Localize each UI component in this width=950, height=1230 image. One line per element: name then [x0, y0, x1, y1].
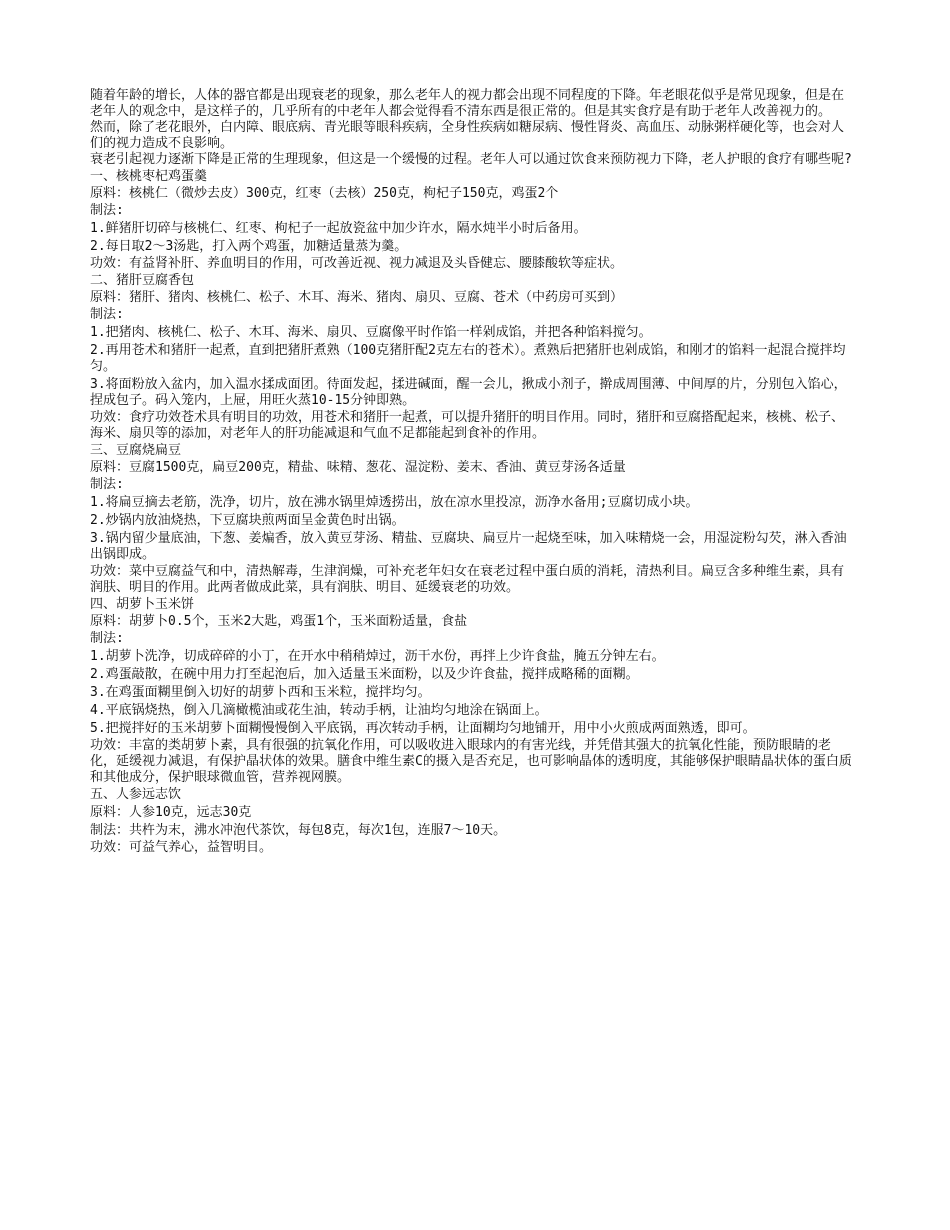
paragraph-21: 2.炒锅内放油烧热，下豆腐块煎两面呈金黄色时出锅。 [90, 513, 405, 528]
paragraph-5: 原料：核桃仁（微炒去皮）300克，红枣（去核）250克，枸杞子150克，鸡蛋2个 [90, 186, 559, 201]
paragraph-27: 1.胡萝卜洗净，切成碎碎的小丁，在开水中稍稍焯过，沥干水份，再拌上少许食盐，腌五分钟左右。 [90, 649, 665, 664]
paragraph-34: 原料：人参10克，远志30克 [90, 805, 252, 820]
paragraph-13: 1.把猪肉、核桃仁、松子、木耳、海米、扇贝、豆腐像平时作馅一样剁成馅，并把各种馅料搅匀。 [90, 325, 652, 340]
paragraph-15: 3.将面粉放入盆内，加入温水揉成面团。待面发起，揉进碱面，醒一会儿，揪成小剂子，擀成周围薄、中间厚的片，分别包入馅心，捏成包子。码入笼内，上屉，用旺火蒸10-15分钟即熟。 [90, 377, 847, 408]
paragraph-11: 原料：猪肝、猪肉、核桃仁、松子、木耳、海米、猪肉、扇贝、豆腐、苍术（中药房可买到） [90, 290, 624, 305]
paragraph-33: 五、人参远志饮 [90, 787, 182, 802]
paragraph-16: 功效：食疗功效苍术具有明目的功效，用苍术和猪肝一起煮，可以提升猪肝的明目作用。同时，猪肝和豆腐搭配起来，核桃、松子、海米、扇贝等的添加，对老年人的肝功能减退和气血不足都能起到食补的作用。 [90, 410, 845, 441]
paragraph-18: 原料：豆腐1500克，扁豆200克，精盐、味精、葱花、湿淀粉、姜末、香油、黄豆芽汤各适量 [90, 460, 626, 475]
paragraph-3: 衰老引起视力逐渐下降是正常的生理现象，但这是一个缓慢的过程。老年人可以通过饮食来预防视力下降，老人护眼的食疗有哪些呢? [90, 152, 852, 167]
paragraph-26: 制法: [90, 631, 124, 646]
paragraph-19: 制法: [90, 477, 124, 492]
paragraph-22: 3.锅内留少量底油，下葱、姜煸香，放入黄豆芽汤、精盐、豆腐块、扁豆片一起烧至味，加入味精烧一会，用湿淀粉勾芡，淋入香油出锅即成。 [90, 531, 847, 562]
paragraph-25: 原料：胡萝卜0.5个，玉米2大匙，鸡蛋1个，玉米面粉适量，食盐 [90, 614, 468, 629]
paragraph-31: 5.把搅拌好的玉米胡萝卜面糊慢慢倒入平底锅，再次转动手柄，让面糊均匀地铺开，用中小火煎成两面熟透，即可。 [90, 721, 756, 736]
paragraph-12: 制法: [90, 307, 124, 322]
paragraph-28: 2.鸡蛋敲散，在碗中用力打至起泡后，加入适量玉米面粉，以及少许食盐，搅拌成略稀的面糊。 [90, 667, 639, 682]
paragraph-24: 四、胡萝卜玉米饼 [90, 597, 195, 612]
paragraph-32: 功效：丰富的类胡萝卜素，具有很强的抗氧化作用，可以吸收进入眼球内的有害光线，并凭借其强大的抗氧化性能，预防眼睛的老化，延缓视力减退，有保护晶状体的效果。膳食中维生素C的摄入是否充足，也可影响晶体的透明度，其能够保护眼睛晶状体的蛋白质和其他成分，保护眼球微血管，营养视网膜。 [90, 738, 852, 785]
paragraph-20: 1.将扁豆摘去老筋，洗净，切片，放在沸水锅里焯透捞出，放在凉水里投凉，沥净水备用;豆腐切成小块。 [90, 495, 699, 510]
document-body [90, 88, 854, 856]
paragraph-10: 二、猪肝豆腐香包 [90, 273, 195, 288]
paragraph-23: 功效：菜中豆腐益气和中，清热解毒，生津润燥，可补充老年妇女在衰老过程中蛋白质的消耗，清热利目。扁豆含多种维生素，具有润肤、明目的作用。此两者做成此菜，具有润肤、明目、延缓衰老的功效。 [90, 564, 845, 595]
paragraph-4: 一、核桃枣杞鸡蛋羹 [90, 169, 208, 184]
paragraph-35: 制法：共杵为末，沸水冲泡代茶饮，每包8克，每次1包，连服7～10天。 [90, 823, 507, 838]
paragraph-1: 随着年龄的增长，人体的器官都是出现衰老的现象，那么老年人的视力都会出现不同程度的下降。年老眼花似乎是常见现象，但是在老年人的观念中，是这样子的，几乎所有的中老年人都会觉得看不清东西是很正常的。但是其实食疗是有助于老年人改善视力的。 [90, 88, 845, 119]
paragraph-8: 2.每日取2～3汤匙，打入两个鸡蛋，加糖适量蒸为羹。 [90, 239, 408, 254]
paragraph-7: 1.鲜猪肝切碎与核桃仁、红枣、枸杞子一起放瓷盆中加少许水，隔水炖半小时后备用。 [90, 221, 587, 236]
paragraph-17: 三、豆腐烧扁豆 [90, 443, 182, 458]
paragraph-29: 3.在鸡蛋面糊里倒入切好的胡萝卜西和玉米粒，搅拌均匀。 [90, 685, 431, 700]
paragraph-6: 制法: [90, 203, 124, 218]
paragraph-36: 功效：可益气养心，益智明目。 [90, 840, 273, 855]
paragraph-9: 功效：有益肾补肝、养血明目的作用，可改善近视、视力减退及头昏健忘、腰膝酸软等症状。 [90, 256, 624, 271]
paragraph-30: 4.平底锅烧热，倒入几滴橄榄油或花生油，转动手柄，让油均匀地涂在锅面上。 [90, 703, 548, 718]
paragraph-14: 2.再用苍术和猪肝一起煮，直到把猪肝煮熟（100克猪肝配2克左右的苍术）。煮熟后把猪肝也剁成馅，和刚才的馅料一起混合搅拌均匀。 [90, 343, 846, 374]
paragraph-2: 然而，除了老花眼外，白内障、眼底病、青光眼等眼科疾病，全身性疾病如糖尿病、慢性肾炎、高血压、动脉粥样硬化等，也会对人们的视力造成不良影响。 [90, 120, 845, 151]
